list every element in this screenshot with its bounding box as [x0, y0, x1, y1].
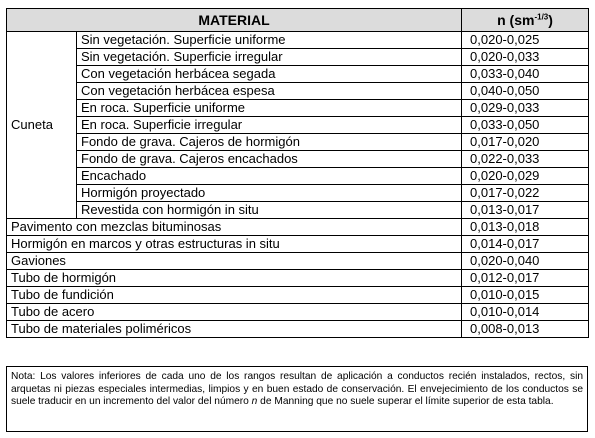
- n-value-cell: 0,033-0,040: [462, 66, 589, 83]
- table-row: [7, 117, 589, 134]
- material-cell: Hormigón en marcos y otras estructuras in situ: [7, 236, 462, 253]
- n-value-cell: 0,008-0,013: [462, 321, 589, 338]
- n-value-cell: 0,020-0,025: [462, 32, 589, 49]
- n-value-cell: 0,020-0,040: [462, 253, 589, 270]
- material-cell: Con vegetación herbácea espesa: [77, 83, 462, 100]
- table-row: [7, 219, 589, 236]
- table-body: [7, 32, 589, 338]
- table-row: [7, 304, 589, 321]
- table-row: [7, 202, 589, 219]
- n-value-cell: 0,010-0,014: [462, 304, 589, 321]
- n-value-cell: 0,017-0,020: [462, 134, 589, 151]
- group-label-cuneta: Cuneta: [7, 32, 77, 219]
- material-cell: En roca. Superficie irregular: [77, 117, 462, 134]
- table-row: [7, 236, 589, 253]
- table-row: [7, 168, 589, 185]
- n-value-cell: 0,010-0,015: [462, 287, 589, 304]
- header-n-base: n (sm: [497, 12, 535, 28]
- table-row: [7, 253, 589, 270]
- table-row: [7, 270, 589, 287]
- n-value-cell: 0,012-0,017: [462, 270, 589, 287]
- table-row: [7, 185, 589, 202]
- material-cell: Encachado: [77, 168, 462, 185]
- table-row: [7, 321, 589, 338]
- n-value-cell: 0,017-0,022: [462, 185, 589, 202]
- table-row: [7, 66, 589, 83]
- manning-table: [6, 8, 589, 338]
- material-cell: Sin vegetación. Superficie irregular: [77, 49, 462, 66]
- n-value-cell: 0,033-0,050: [462, 117, 589, 134]
- material-cell: Pavimento con mezclas bituminosas: [7, 219, 462, 236]
- material-cell: Fondo de grava. Cajeros de hormigón: [77, 134, 462, 151]
- header-material: MATERIAL: [7, 9, 462, 32]
- material-cell: Tubo de materiales poliméricos: [7, 321, 462, 338]
- material-cell: Revestida con hormigón in situ: [77, 202, 462, 219]
- n-value-cell: 0,029-0,033: [462, 100, 589, 117]
- table-row: [7, 100, 589, 117]
- material-cell: Hormigón proyectado: [77, 185, 462, 202]
- n-value-cell: 0,020-0,033: [462, 49, 589, 66]
- table-row: [7, 151, 589, 168]
- material-cell: Tubo de hormigón: [7, 270, 462, 287]
- n-value-cell: 0,040-0,050: [462, 83, 589, 100]
- material-cell: Gaviones: [7, 253, 462, 270]
- header-n: [462, 9, 589, 32]
- material-cell: Con vegetación herbácea segada: [77, 66, 462, 83]
- header-n-close: ): [548, 12, 553, 28]
- material-cell: Fondo de grava. Cajeros encachados: [77, 151, 462, 168]
- table-row: [7, 287, 589, 304]
- material-cell: Tubo de fundición: [7, 287, 462, 304]
- manning-table-container: [6, 8, 588, 338]
- n-value-cell: 0,013-0,018: [462, 219, 589, 236]
- table-row: [7, 49, 589, 66]
- n-value-cell: 0,020-0,029: [462, 168, 589, 185]
- header-n-exponent: -1/3: [534, 12, 549, 22]
- note-text-before: Nota: Los valores inferiores de cada uno de los rangos resultan de aplicación a conductos recién instalados, rectos, sin arquetas ni piezas especiales intermedias, limpios y en buen estado de conservación. El envejecimiento de los conductos se suele traducir en un incremento del valor del número: [11, 371, 583, 408]
- n-value-cell: 0,022-0,033: [462, 151, 589, 168]
- table-row: [7, 134, 589, 151]
- table-header-row: [7, 9, 589, 32]
- material-cell: En roca. Superficie uniforme: [77, 100, 462, 117]
- n-value-cell: 0,013-0,017: [462, 202, 589, 219]
- table-row: [7, 83, 589, 100]
- n-value-cell: 0,014-0,017: [462, 236, 589, 253]
- note-text-after: de Manning que no suele superar el límite superior de esta tabla.: [257, 396, 554, 408]
- material-cell: Tubo de acero: [7, 304, 462, 321]
- table-row: [7, 32, 589, 49]
- material-cell: Sin vegetación. Superficie uniforme: [77, 32, 462, 49]
- table-note: [6, 366, 588, 432]
- note-n-italic: n: [251, 396, 258, 408]
